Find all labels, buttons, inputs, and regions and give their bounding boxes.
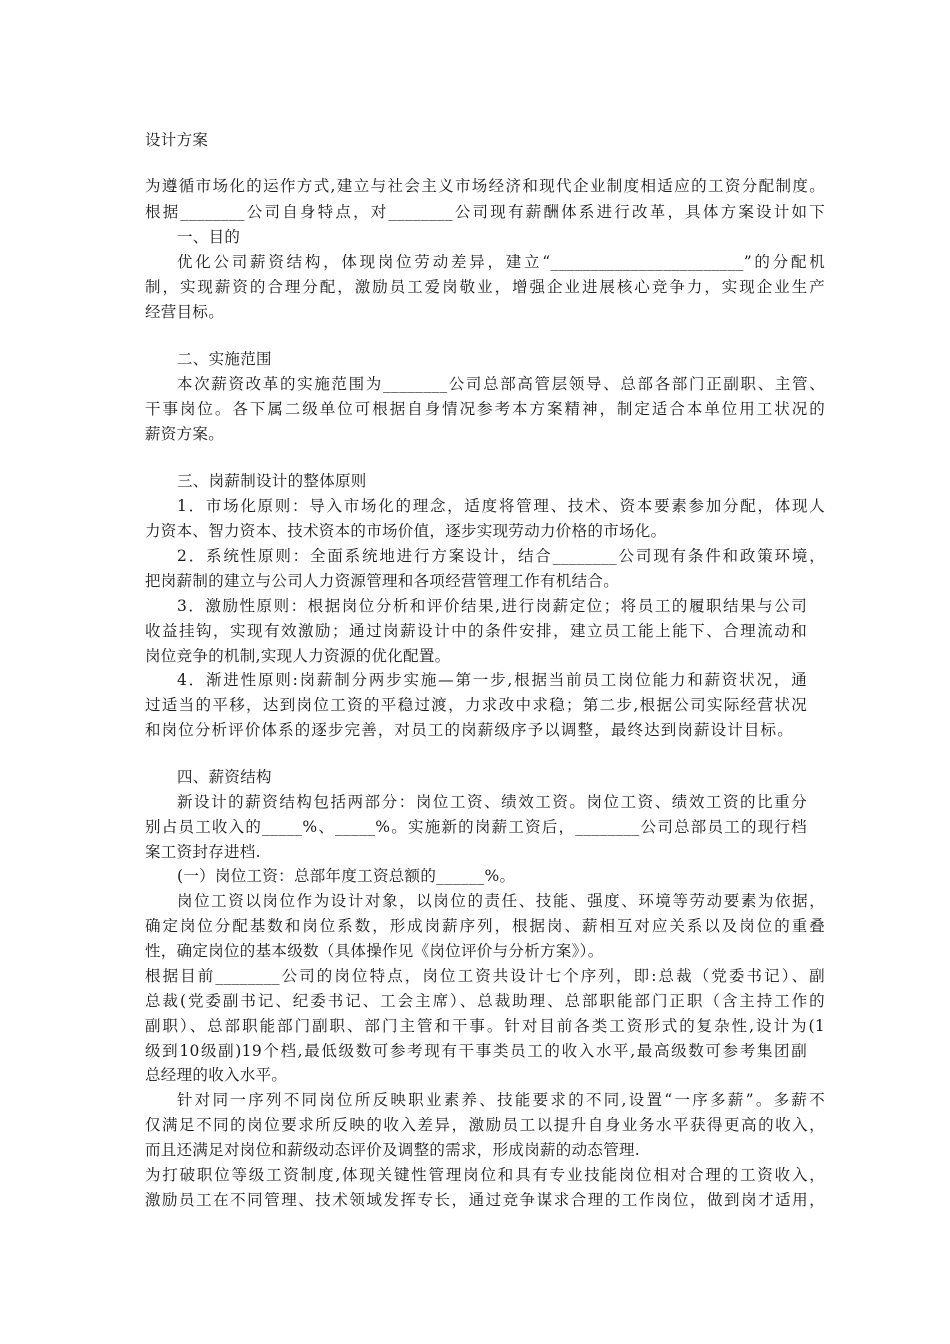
paragraph-line: 总经理的收入水平。 [145, 1066, 288, 1084]
paragraph-line: 薪资方案。 [145, 425, 225, 443]
paragraph-line: 4．渐进性原则:岗薪制分两步实施—第一步,根据当前员工岗位能力和薪资状况，通 [177, 671, 807, 689]
paragraph-line: 本次薪资改革的实施范围为________公司总部高管层领导、总部各部门正副职、主管、 [177, 375, 825, 393]
paragraph-line: 性，确定岗位的基本级数（具体操作见《岗位评价与分析方案》）。 [145, 942, 604, 960]
paragraph-line: 和岗位分析评价体系的逐步完善，对员工的岗薪级序予以调整，最终达到岗薪设计目标。 [145, 721, 793, 739]
paragraph-line: 力资本、智力资本、技术资本的市场价值，逐步实现劳动力价格的市场化。 [145, 522, 667, 540]
paragraph-line: 岗位工资以岗位作为设计对象，以岗位的责任、技能、强度、环境等劳动要素为依据， [177, 892, 825, 910]
paragraph-line: 级到10级副)19个档,最低级数可参考现有干事类员工的收入水平,最高级数可参考集团副 [145, 1042, 807, 1060]
section-heading: 一、目的 [177, 228, 241, 246]
paragraph-line: 优化公司薪资结构，体现岗位劳动差异，建立“________________________”的分配机 [177, 253, 825, 271]
subsection-heading: (一）岗位工资：总部年度工资总额的______%。 [177, 867, 516, 885]
paragraph-line: 根据________公司自身特点，对________公司现有薪酬体系进行改革，具体方案设计如下 [145, 203, 825, 221]
paragraph-line: 岗位竞争的机制,实现人力资源的优化配置。 [145, 647, 451, 665]
paragraph-line: 经营目标。 [145, 303, 225, 321]
paragraph-line: 激励员工在不同管理、技术领域发挥专长，通过竞争谋求合理的工作岗位，做到岗才适用， [145, 1191, 825, 1209]
paragraph-line: 过适当的平移，达到岗位工资的平稳过渡，力求改中求稳；第二步,根据公司实际经营状况 [145, 696, 807, 714]
paragraph-line: 别占员工收入的_____%、_____%。实施新的岗薪工资后，________公司总部员工的现行档 [145, 818, 807, 836]
paragraph-line: 新设计的薪资结构包括两部分：岗位工资、绩效工资。岗位工资、绩效工资的比重分 [177, 793, 807, 811]
paragraph-line: 收益挂钩，实现有效激励；通过岗薪设计中的条件安排，建立员工能上能下、合理流动和 [145, 622, 807, 640]
paragraph-line: 制，实现薪资的合理分配，激励员工爱岗敬业，增强企业进展核心竞争力，实现企业生产 [145, 278, 825, 296]
paragraph-line: 总裁(党委副书记、纪委书记、工会主席）、总裁助理、总部职能部门正职（含主持工作的 [145, 992, 825, 1010]
section-heading: 四、薪资结构 [177, 768, 272, 786]
section-heading: 二、实施范围 [177, 350, 272, 368]
paragraph-line: 案工资封存进档. [145, 843, 261, 861]
paragraph-line: 根据目前________公司的岗位特点，岗位工资共设计七个序列，即:总裁（党委书记）、副 [145, 967, 825, 985]
paragraph-line: 干事岗位。各下属二级单位可根据自身情况参考本方案精神，制定适合本单位用工状况的 [145, 400, 825, 418]
paragraph-line: 1．市场化原则：导入市场化的理念，适度将管理、技术、资本要素参加分配，体现人 [177, 497, 825, 515]
paragraph-line: 而且还满足对岗位和薪级动态评价及调整的需求，形成岗薪的动态管理. [145, 1141, 641, 1159]
paragraph-line: 为遵循市场化的运作方式,建立与社会主义市场经济和现代企业制度相适应的工资分配制度。 [145, 177, 825, 195]
section-heading: 三、岗薪制设计的整体原则 [177, 472, 367, 490]
paragraph-line: 针对同一序列不同岗位所反映职业素养、技能要求的不同,设置“一序多薪”。多薪不 [177, 1091, 825, 1109]
paragraph-line: 2．系统性原则：全面系统地进行方案设计，结合________公司现有条件和政策环境， [177, 547, 825, 565]
paragraph-line: 3．激励性原则：根据岗位分析和评价结果,进行岗薪定位；将员工的履职结果与公司 [177, 597, 807, 615]
paragraph-line: 仅满足不同的岗位要求所反映的收入差异，激励员工以提升自身业务水平获得更高的收入， [145, 1116, 825, 1134]
paragraph-line: 副职）、总部职能部门副职、部门主管和干事。针对目前各类工资形式的复杂性,设计为(1 [145, 1017, 825, 1035]
paragraph-line: 确定岗位分配基数和岗位系数，形成岗薪序列，根据岗、薪相互对应关系以及岗位的重叠 [145, 917, 825, 935]
paragraph-line: 为打破职位等级工资制度,体现关键性管理岗位和具有专业技能岗位相对合理的工资收入， [145, 1166, 825, 1184]
paragraph-line: 把岗薪制的建立与公司人力资源管理和各项经营管理工作有机结合。 [145, 572, 620, 590]
document-title: 设计方案 [145, 131, 209, 149]
